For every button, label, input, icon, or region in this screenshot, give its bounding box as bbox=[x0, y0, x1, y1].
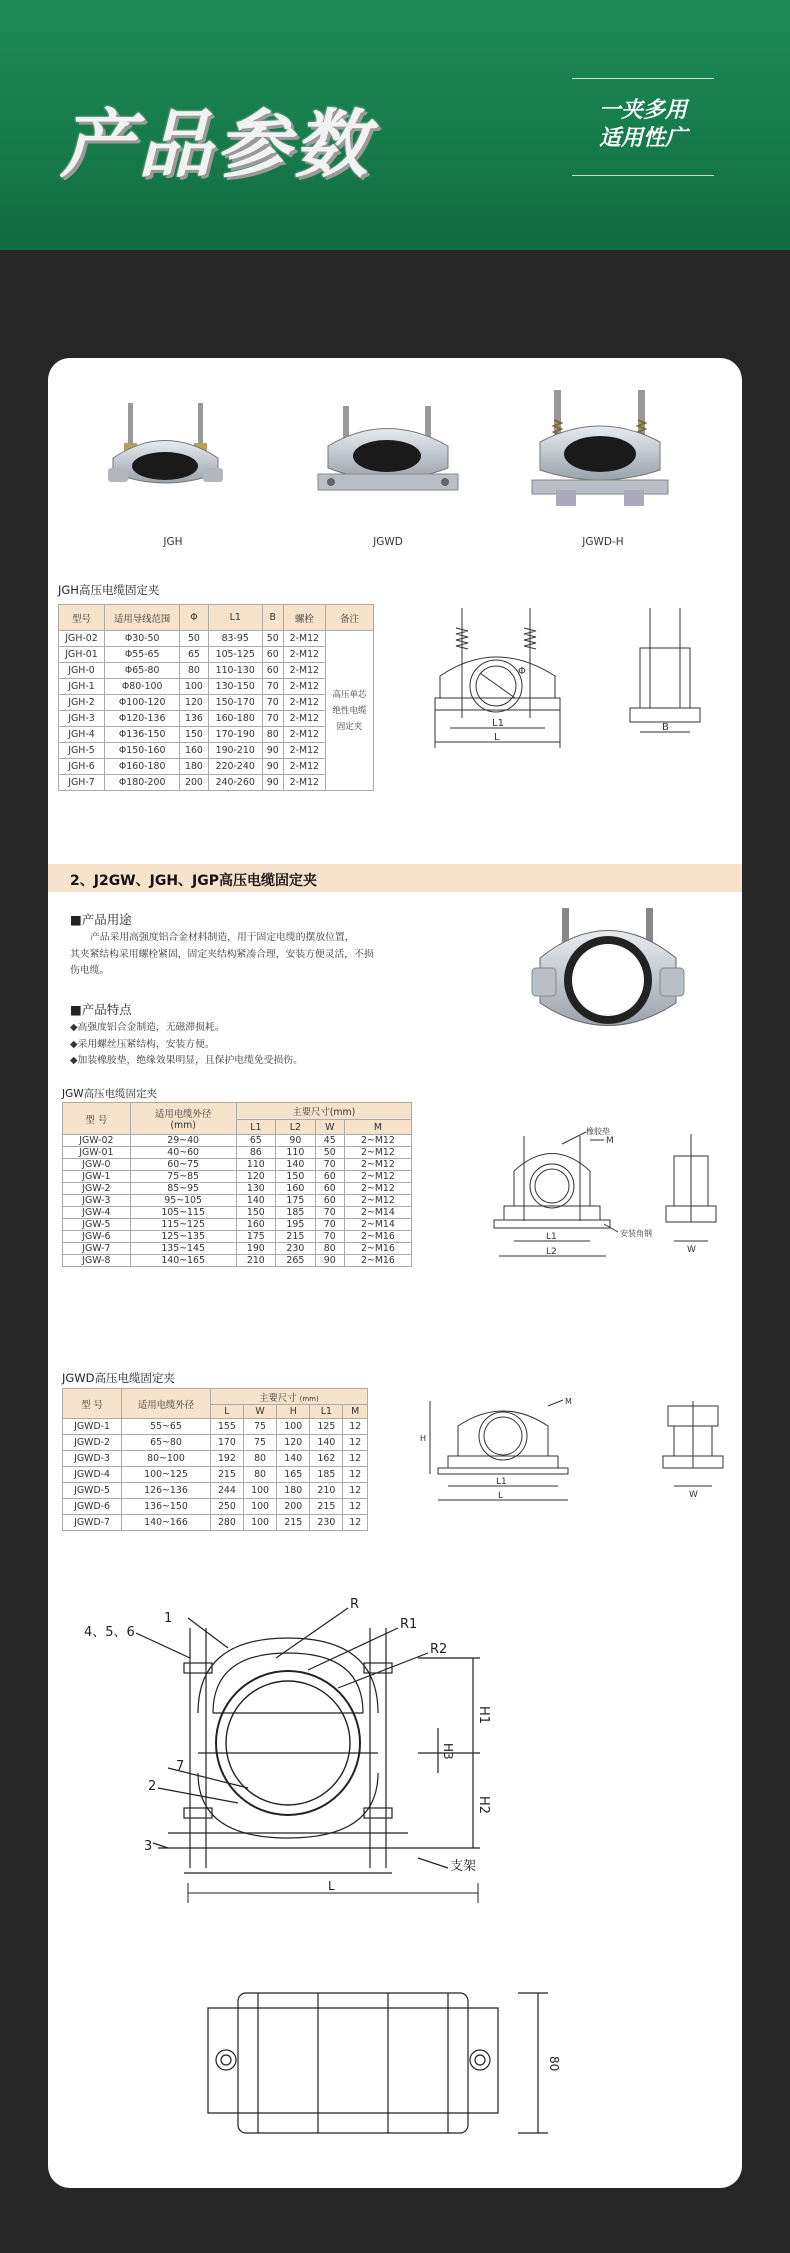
drawing-label-7: 7 bbox=[176, 1759, 185, 1774]
table-cell: 136 bbox=[180, 711, 208, 727]
jgwd-table-caption: JGWD高压电缆固定夹 bbox=[62, 1371, 176, 1385]
feature-item-1: ◆高强度铝合金制造，无磁滞损耗。 bbox=[70, 1022, 225, 1033]
table-cell: 100 bbox=[180, 679, 208, 695]
table-row bbox=[63, 1135, 412, 1147]
table-cell: JGH-3 bbox=[59, 711, 105, 727]
table-cell: 50 bbox=[262, 631, 283, 647]
drawing-label-h2: H2 bbox=[476, 1796, 491, 1815]
table-cell: 244 bbox=[210, 1483, 243, 1499]
table-cell: 185 bbox=[276, 1207, 316, 1219]
table-cell: 83-95 bbox=[208, 631, 262, 647]
table-cell: 70 bbox=[315, 1207, 344, 1219]
table-cell: 200 bbox=[180, 775, 208, 791]
table-cell: 95~105 bbox=[130, 1195, 236, 1207]
feature-item-3: ◆加装橡胶垫，绝缘效果明显，且保护电缆免受损伤。 bbox=[70, 1055, 303, 1066]
table-cell: 75 bbox=[243, 1419, 276, 1435]
table-row bbox=[63, 1467, 368, 1483]
table-cell: JGWD-7 bbox=[63, 1515, 122, 1531]
drawing-label-r: R bbox=[350, 1597, 360, 1612]
table-cell: 140 bbox=[277, 1451, 310, 1467]
table-cell: 65~80 bbox=[122, 1435, 211, 1451]
jgh-header-6: 备注 bbox=[325, 605, 373, 631]
table-cell: 12 bbox=[343, 1467, 368, 1483]
table-cell: 2-M12 bbox=[283, 759, 325, 775]
table-cell: 12 bbox=[343, 1499, 368, 1515]
table-cell: 120 bbox=[277, 1435, 310, 1451]
table-cell: 175 bbox=[236, 1231, 276, 1243]
table-cell: 2-M12 bbox=[283, 727, 325, 743]
jgwd-dimension-diagram bbox=[420, 1396, 728, 1506]
table-cell: 192 bbox=[210, 1451, 243, 1467]
jgh-header-0: 型号 bbox=[59, 605, 105, 631]
jgw-diagram-rubber: 橡胶垫 bbox=[586, 1127, 610, 1136]
jgh-dimension-diagram bbox=[430, 598, 716, 748]
table-cell: 100 bbox=[277, 1419, 310, 1435]
table-cell: 2~M16 bbox=[344, 1231, 411, 1243]
usage-text-line-1: 产品采用高强度铝合金材料制造，用于固定电缆的摆放位置， bbox=[90, 932, 355, 943]
table-cell: JGW-8 bbox=[63, 1255, 131, 1267]
table-cell: 140 bbox=[276, 1159, 316, 1171]
table-cell: 195 bbox=[276, 1219, 316, 1231]
table-cell: 140~166 bbox=[122, 1515, 211, 1531]
jgw-table-caption: JGW高压电缆固定夹 bbox=[62, 1088, 158, 1100]
table-cell: 175 bbox=[276, 1195, 316, 1207]
jgh-spec-table bbox=[58, 604, 374, 791]
table-cell: JGWD-5 bbox=[63, 1483, 122, 1499]
jgwd-header-model: 型 号 bbox=[63, 1389, 122, 1419]
table-row bbox=[63, 1207, 412, 1219]
table-cell: 90 bbox=[262, 775, 283, 791]
table-cell: JGW-1 bbox=[63, 1171, 131, 1183]
table-cell: 190-210 bbox=[208, 743, 262, 759]
table-cell: 110 bbox=[276, 1147, 316, 1159]
drawing-label-1: 1 bbox=[164, 1611, 173, 1626]
table-cell: 65 bbox=[236, 1135, 276, 1147]
table-cell: JGH-2 bbox=[59, 695, 105, 711]
table-cell: 12 bbox=[343, 1435, 368, 1451]
table-cell: 200 bbox=[277, 1499, 310, 1515]
table-cell: 2-M12 bbox=[283, 679, 325, 695]
jgw-spec-table bbox=[62, 1102, 412, 1267]
table-cell: Φ120-136 bbox=[105, 711, 180, 727]
table-cell: 215 bbox=[210, 1467, 243, 1483]
jgw-col-3: M bbox=[344, 1120, 411, 1135]
table-cell: 130-150 bbox=[208, 679, 262, 695]
table-cell: Φ30-50 bbox=[105, 631, 180, 647]
table-cell: 12 bbox=[343, 1451, 368, 1467]
table-cell: JGH-4 bbox=[59, 727, 105, 743]
product-spec-card bbox=[48, 358, 742, 2188]
table-cell: 130 bbox=[236, 1183, 276, 1195]
table-cell: 105-125 bbox=[208, 647, 262, 663]
table-cell: 150-170 bbox=[208, 695, 262, 711]
table-row bbox=[63, 1147, 412, 1159]
features-list bbox=[70, 1020, 303, 1070]
tagline-line-2: 适用性广 bbox=[598, 126, 687, 151]
jgh-diagram-b: B bbox=[662, 722, 669, 733]
jgw-diagram-l2: L2 bbox=[546, 1247, 557, 1257]
feature-item-2: ◆采用螺丝压紧结构，安装方便。 bbox=[70, 1038, 215, 1050]
jgwd-header-main-unit: (mm) bbox=[299, 1394, 319, 1403]
table-cell: 90 bbox=[262, 759, 283, 775]
table-cell: 120 bbox=[236, 1171, 276, 1183]
table-row bbox=[63, 1195, 412, 1207]
clamp-bottom-view-drawing bbox=[198, 1988, 578, 2138]
drawing-label-456: 4、5、6 bbox=[84, 1625, 135, 1640]
table-cell: 160 bbox=[276, 1183, 316, 1195]
table-cell: 70 bbox=[315, 1159, 344, 1171]
jgw-header-range-unit: (mm) bbox=[170, 1120, 196, 1131]
table-cell: JGWD-6 bbox=[63, 1499, 122, 1515]
table-cell: 2~M16 bbox=[344, 1243, 411, 1255]
jgw-diagram-w: W bbox=[687, 1245, 696, 1255]
table-cell: 180 bbox=[180, 759, 208, 775]
table-cell: 110-130 bbox=[208, 663, 262, 679]
header-banner bbox=[0, 0, 790, 250]
table-cell: 70 bbox=[262, 679, 283, 695]
table-cell: 162 bbox=[310, 1451, 343, 1467]
drawing-label-h1: H1 bbox=[476, 1706, 491, 1725]
product-label-jgwd: JGWD bbox=[373, 536, 403, 548]
jgwd-h-product-image bbox=[528, 390, 678, 510]
jgh-table-caption: JGH高压电缆固定夹 bbox=[58, 583, 160, 597]
jgw-diagram-m: M bbox=[606, 1136, 614, 1146]
table-cell: Φ100-120 bbox=[105, 695, 180, 711]
table-cell: 105~115 bbox=[130, 1207, 236, 1219]
table-cell: 2-M12 bbox=[283, 647, 325, 663]
table-cell: 60 bbox=[315, 1171, 344, 1183]
table-cell: JGH-5 bbox=[59, 743, 105, 759]
table-cell: 2~M14 bbox=[344, 1219, 411, 1231]
table-cell: 230 bbox=[276, 1243, 316, 1255]
table-cell: JGW-5 bbox=[63, 1219, 131, 1231]
jgh-note-cell bbox=[325, 631, 373, 791]
table-cell: 160 bbox=[236, 1219, 276, 1231]
table-cell: 2~M12 bbox=[344, 1147, 411, 1159]
jgh-diagram-phi: Φ bbox=[518, 666, 526, 677]
table-row bbox=[63, 1435, 368, 1451]
table-cell: 45 bbox=[315, 1135, 344, 1147]
table-row bbox=[63, 1515, 368, 1531]
table-cell: Φ160-180 bbox=[105, 759, 180, 775]
table-cell: 2-M12 bbox=[283, 711, 325, 727]
table-row bbox=[63, 1219, 412, 1231]
table-row bbox=[63, 1183, 412, 1195]
table-cell: 75~85 bbox=[130, 1171, 236, 1183]
table-cell: 140 bbox=[310, 1435, 343, 1451]
table-cell: 150 bbox=[180, 727, 208, 743]
jgwd-diagram-w: W bbox=[689, 1490, 698, 1500]
table-cell: Φ150-160 bbox=[105, 743, 180, 759]
table-cell: 50 bbox=[180, 631, 208, 647]
jgwd-col-1: W bbox=[243, 1405, 276, 1419]
table-cell: JGW-2 bbox=[63, 1183, 131, 1195]
table-cell: 150 bbox=[236, 1207, 276, 1219]
table-cell: 60 bbox=[315, 1195, 344, 1207]
jgw-diagram-anchor: 安装角钢 bbox=[620, 1229, 652, 1238]
table-cell: 250 bbox=[210, 1499, 243, 1515]
table-cell: 280 bbox=[210, 1515, 243, 1531]
table-cell: JGH-6 bbox=[59, 759, 105, 775]
jgh-header-2: Φ bbox=[180, 605, 208, 631]
table-cell: 2-M12 bbox=[283, 631, 325, 647]
table-cell: 2~M14 bbox=[344, 1207, 411, 1219]
table-cell: 80 bbox=[262, 727, 283, 743]
jgh-product-image bbox=[98, 398, 248, 508]
page-title: 产品参数 bbox=[60, 102, 372, 188]
drawing-label-r2: R2 bbox=[430, 1642, 448, 1657]
table-cell: 60 bbox=[315, 1183, 344, 1195]
jgwd-col-0: L bbox=[210, 1405, 243, 1419]
table-cell: 80 bbox=[180, 663, 208, 679]
table-cell: 70 bbox=[315, 1231, 344, 1243]
table-cell: 60 bbox=[262, 663, 283, 679]
table-cell: 210 bbox=[310, 1483, 343, 1499]
table-cell: JGWD-4 bbox=[63, 1467, 122, 1483]
table-cell: 185 bbox=[310, 1467, 343, 1483]
table-cell: 2~M12 bbox=[344, 1159, 411, 1171]
table-cell: JGWD-2 bbox=[63, 1435, 122, 1451]
table-cell: 2~M16 bbox=[344, 1255, 411, 1267]
features-title: ■产品特点 bbox=[70, 1002, 132, 1017]
drawing-label-r1: R1 bbox=[400, 1617, 418, 1632]
jgwd-diagram-l1: L1 bbox=[496, 1477, 507, 1487]
table-cell: 160-180 bbox=[208, 711, 262, 727]
table-cell: 215 bbox=[310, 1499, 343, 1515]
table-cell: 140 bbox=[236, 1195, 276, 1207]
table-cell: 160 bbox=[180, 743, 208, 759]
jgh-header-1: 适用导线范围 bbox=[105, 605, 180, 631]
table-cell: 2-M12 bbox=[283, 695, 325, 711]
table-cell: 70 bbox=[262, 695, 283, 711]
table-cell: JGH-1 bbox=[59, 679, 105, 695]
table-cell: 135~145 bbox=[130, 1243, 236, 1255]
jgwd-header-range: 适用电缆外径 bbox=[122, 1389, 211, 1419]
usage-text-line-3: 伤电缆。 bbox=[70, 965, 110, 976]
table-cell: JGWD-1 bbox=[63, 1419, 122, 1435]
table-cell: 50 bbox=[315, 1147, 344, 1159]
jgh-header-3: L1 bbox=[208, 605, 262, 631]
table-cell: 120 bbox=[180, 695, 208, 711]
jgw-col-2: W bbox=[315, 1120, 344, 1135]
table-row bbox=[63, 1255, 412, 1267]
drawing-label-h3: H3 bbox=[441, 1743, 455, 1760]
jgwd-col-4: M bbox=[343, 1405, 368, 1419]
jgh-diagram-l1: L1 bbox=[492, 718, 504, 729]
table-cell: 140~165 bbox=[130, 1255, 236, 1267]
table-cell: 60~75 bbox=[130, 1159, 236, 1171]
table-cell: 265 bbox=[276, 1255, 316, 1267]
drawing-label-3: 3 bbox=[144, 1839, 153, 1854]
table-row bbox=[63, 1231, 412, 1243]
jgw-header-main: 主要尺寸(mm) bbox=[236, 1103, 411, 1120]
jgw-col-1: L2 bbox=[276, 1120, 316, 1135]
jgh-header-4: B bbox=[262, 605, 283, 631]
drawing-label-l: L bbox=[328, 1879, 335, 1893]
table-cell: 100 bbox=[243, 1515, 276, 1531]
drawing-label-80: 80 bbox=[547, 2056, 561, 2072]
jgwd-spec-table bbox=[62, 1388, 368, 1531]
table-cell: 165 bbox=[277, 1467, 310, 1483]
table-cell: JGW-02 bbox=[63, 1135, 131, 1147]
jgh-note-line: 高压单芯 bbox=[332, 689, 367, 700]
jgwd-col-2: H bbox=[277, 1405, 310, 1419]
table-cell: 215 bbox=[277, 1515, 310, 1531]
table-cell: 75 bbox=[243, 1435, 276, 1451]
product-label-jgwd-h: JGWD-H bbox=[582, 536, 624, 548]
table-cell: 90 bbox=[276, 1135, 316, 1147]
table-cell: 125 bbox=[310, 1419, 343, 1435]
usage-title: ■产品用途 bbox=[70, 912, 132, 927]
clamp-technical-drawing bbox=[68, 1598, 638, 1878]
table-cell: JGW-6 bbox=[63, 1231, 131, 1243]
table-cell: JGW-4 bbox=[63, 1207, 131, 1219]
jgw-header-model: 型 号 bbox=[63, 1103, 131, 1135]
table-cell: JGW-0 bbox=[63, 1159, 131, 1171]
jgw-header-range-label: 适用电缆外径 bbox=[155, 1109, 212, 1120]
table-cell: JGW-7 bbox=[63, 1243, 131, 1255]
table-row bbox=[63, 1243, 412, 1255]
table-cell: 80~100 bbox=[122, 1451, 211, 1467]
table-cell: 90 bbox=[315, 1255, 344, 1267]
table-cell: Φ80-100 bbox=[105, 679, 180, 695]
usage-text-line-2: 其夹紧结构采用螺栓紧固，固定夹结构紧凑合理，安装方便灵活，不损 bbox=[70, 948, 374, 960]
table-cell: 210 bbox=[236, 1255, 276, 1267]
table-cell: 86 bbox=[236, 1147, 276, 1159]
table-cell: 29~40 bbox=[130, 1135, 236, 1147]
table-cell: 40~60 bbox=[130, 1147, 236, 1159]
table-cell: 180 bbox=[277, 1483, 310, 1499]
jgh-diagram-l: L bbox=[494, 732, 500, 743]
jgw-col-0: L1 bbox=[236, 1120, 276, 1135]
table-cell: Φ55-65 bbox=[105, 647, 180, 663]
jgwd-header-main-label: 主要尺寸 bbox=[259, 1392, 297, 1404]
table-cell: 100 bbox=[243, 1483, 276, 1499]
table-cell: 12 bbox=[343, 1419, 368, 1435]
table-row bbox=[63, 1451, 368, 1467]
drawing-width-dimension bbox=[178, 1878, 498, 1908]
table-cell: 126~136 bbox=[122, 1483, 211, 1499]
jgwd-diagram-h: H bbox=[420, 1434, 427, 1443]
table-cell: 2-M12 bbox=[283, 775, 325, 791]
table-cell: 115~125 bbox=[130, 1219, 236, 1231]
table-cell: JGH-0 bbox=[59, 663, 105, 679]
table-cell: 240-260 bbox=[208, 775, 262, 791]
table-cell: 60 bbox=[262, 647, 283, 663]
table-cell: 190 bbox=[236, 1243, 276, 1255]
table-row bbox=[63, 1419, 368, 1435]
jgh-note-line: 绝性电缆 bbox=[332, 705, 367, 716]
table-cell: 55~65 bbox=[122, 1419, 211, 1435]
table-cell: 125~135 bbox=[130, 1231, 236, 1243]
table-cell: 12 bbox=[343, 1483, 368, 1499]
table-row bbox=[63, 1159, 412, 1171]
table-cell: 215 bbox=[276, 1231, 316, 1243]
table-cell: 90 bbox=[262, 743, 283, 759]
table-cell: 2~M12 bbox=[344, 1135, 411, 1147]
table-cell: 155 bbox=[210, 1419, 243, 1435]
table-cell: 2~M12 bbox=[344, 1171, 411, 1183]
table-cell: 220-240 bbox=[208, 759, 262, 775]
table-cell: 12 bbox=[343, 1515, 368, 1531]
table-row bbox=[63, 1499, 368, 1515]
drawing-label-2: 2 bbox=[148, 1779, 157, 1794]
jgw-dimension-diagram bbox=[494, 1126, 734, 1266]
jgwd-product-image bbox=[313, 406, 463, 511]
usage-text bbox=[70, 930, 374, 980]
table-cell: 70 bbox=[262, 711, 283, 727]
table-cell: 100 bbox=[243, 1499, 276, 1515]
section-2-title: 2、J2GW、JGH、JGP高压电缆固定夹 bbox=[70, 873, 318, 889]
table-cell: 2~M12 bbox=[344, 1195, 411, 1207]
table-cell: 2-M12 bbox=[283, 663, 325, 679]
j2gw-product-image bbox=[528, 908, 688, 1038]
table-cell: 170 bbox=[210, 1435, 243, 1451]
table-cell: 110 bbox=[236, 1159, 276, 1171]
table-cell: Φ65-80 bbox=[105, 663, 180, 679]
table-cell: 150 bbox=[276, 1171, 316, 1183]
jgwd-header-main bbox=[210, 1389, 367, 1405]
jgw-header-range bbox=[130, 1103, 236, 1135]
table-cell: JGWD-3 bbox=[63, 1451, 122, 1467]
table-cell: 136~150 bbox=[122, 1499, 211, 1515]
table-cell: 2-M12 bbox=[283, 743, 325, 759]
table-cell: 2~M12 bbox=[344, 1183, 411, 1195]
table-cell: 80 bbox=[243, 1467, 276, 1483]
table-cell: 100~125 bbox=[122, 1467, 211, 1483]
table-cell: Φ136-150 bbox=[105, 727, 180, 743]
table-cell: JGW-3 bbox=[63, 1195, 131, 1207]
table-row bbox=[63, 1483, 368, 1499]
table-cell: JGH-01 bbox=[59, 647, 105, 663]
jgwd-diagram-m: M bbox=[565, 1397, 572, 1406]
jgh-header-5: 螺栓 bbox=[283, 605, 325, 631]
table-cell: 85~95 bbox=[130, 1183, 236, 1195]
jgwd-col-3: L1 bbox=[310, 1405, 343, 1419]
table-cell: Φ180-200 bbox=[105, 775, 180, 791]
table-cell: JGW-01 bbox=[63, 1147, 131, 1159]
tagline-box bbox=[572, 78, 714, 176]
drawing-label-support: 支架 bbox=[450, 1859, 477, 1874]
table-cell: 70 bbox=[315, 1219, 344, 1231]
table-cell: JGH-02 bbox=[59, 631, 105, 647]
table-row bbox=[63, 1171, 412, 1183]
table-cell: 80 bbox=[243, 1451, 276, 1467]
table-cell: JGH-7 bbox=[59, 775, 105, 791]
jgwd-diagram-l: L bbox=[498, 1491, 504, 1501]
table-row bbox=[59, 631, 374, 647]
tagline-line-1: 一夹多用 bbox=[598, 98, 687, 123]
table-cell: 65 bbox=[180, 647, 208, 663]
table-cell: 230 bbox=[310, 1515, 343, 1531]
table-cell: 170-190 bbox=[208, 727, 262, 743]
jgw-diagram-l1: L1 bbox=[546, 1232, 557, 1242]
product-label-jgh: JGH bbox=[163, 536, 183, 548]
jgh-note-line: 固定夹 bbox=[336, 721, 363, 732]
table-cell: 80 bbox=[315, 1243, 344, 1255]
